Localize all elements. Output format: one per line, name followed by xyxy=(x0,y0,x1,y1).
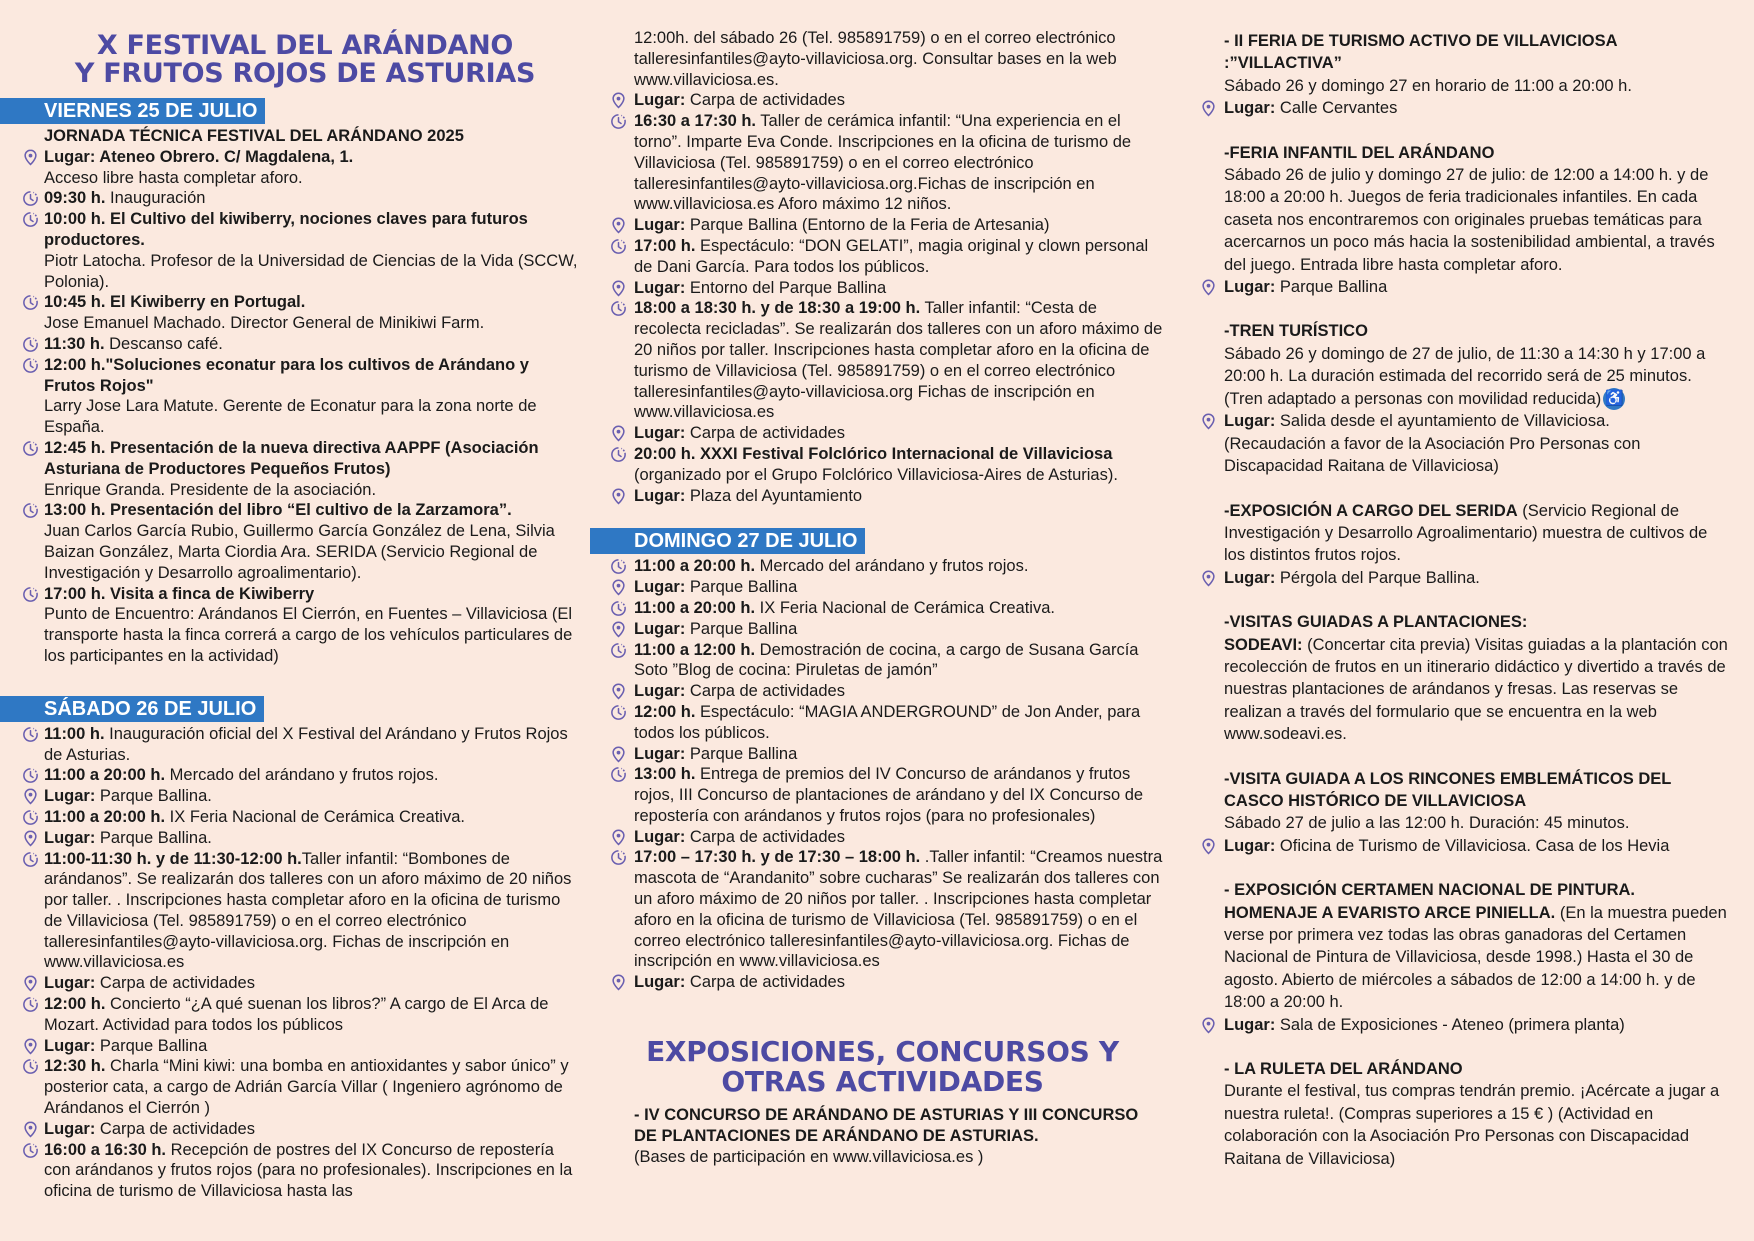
clock-icon xyxy=(610,300,627,317)
location-pin-icon xyxy=(1200,838,1217,855)
column-left xyxy=(0,0,580,1202)
program-item xyxy=(0,786,580,807)
clock-icon xyxy=(610,600,627,617)
program-item-time: Lugar: xyxy=(634,578,686,597)
clock-icon xyxy=(22,357,39,374)
clock-icon xyxy=(22,211,39,228)
program-item-time: 16:30 a 17:30 h. xyxy=(634,112,756,131)
program-item xyxy=(0,500,580,521)
location-pin-icon xyxy=(610,280,627,297)
activity-description xyxy=(1224,164,1728,276)
program-item-text: Piotr Latocha. Profesor de la Universidad de Ciencias de la Vida (SCCW, Polonia). xyxy=(44,251,578,291)
saturday-section xyxy=(0,696,580,1202)
wheelchair-icon: ♿ xyxy=(1603,388,1625,410)
location-text: Calle Cervantes xyxy=(1275,99,1398,118)
activity-title: - EXPOSICIÓN CERTAMEN NACIONAL DE PINTURA. HOMENAJE A EVARISTO ARCE PINIELLA. xyxy=(1224,881,1635,922)
clock-icon xyxy=(22,190,39,207)
location-pin-icon xyxy=(610,683,627,700)
location-pin-icon xyxy=(1200,570,1217,587)
program-item-text: Taller infantil: “Bombones de arándanos”. Se realizarán dos talleres con un aforo máximo de 20 niños por taller. . Inscripciones hasta completar aforo en la oficina de turismo de Villaviciosa (Tel. 985891759) o en el correo electrónico talleresinfantiles@ayto-villaviciosa.org. Fichas de inscripción en www.villaviciosa.es xyxy=(44,849,572,972)
program-item xyxy=(0,604,580,666)
program-item-time: Lugar: xyxy=(634,91,686,110)
program-item-text: Espectáculo: “MAGIA ANDERGROUND” de Jon Ander, para todos los públicos. xyxy=(634,702,1141,742)
column-middle xyxy=(590,0,1165,1167)
festival-title-line2: Y FRUTOS ROJOS DE ASTURIAS xyxy=(74,58,536,89)
program-item-text: Espectáculo: “DON GELATI”, magia original y clown personal de Dani García. Para todos los públicos. xyxy=(634,236,1149,276)
program-item-text: Parque Ballina xyxy=(685,578,798,597)
location-text: Pérgola del Parque Ballina. xyxy=(1275,568,1480,587)
location-label: Lugar: xyxy=(1224,278,1276,297)
program-item xyxy=(590,847,1165,972)
program-item-text: Concierto “¿A qué suenan los libros?” A cargo de El Arca de Mozart. Actividad para todos los públicos xyxy=(44,995,549,1034)
clock-icon xyxy=(22,1058,39,1075)
clock-icon xyxy=(610,558,627,575)
program-item-text: Parque Ballina xyxy=(685,619,798,638)
location-pin-icon xyxy=(610,217,627,234)
program-item xyxy=(590,702,1165,744)
program-item-text: Carpa de actividades xyxy=(685,827,845,846)
program-item-time: Lugar: xyxy=(44,974,96,993)
activity-block xyxy=(1188,30,1728,120)
program-item xyxy=(0,438,580,480)
clock-icon xyxy=(22,726,39,743)
activity-location xyxy=(1224,835,1728,857)
program-item-text: Parque Ballina xyxy=(685,744,798,763)
activity-block xyxy=(1188,142,1728,299)
location-text: Oficina de Turismo de Villaviciosa. Casa de los Hevia xyxy=(1275,836,1670,855)
program-item xyxy=(0,313,580,334)
location-pin-icon xyxy=(610,92,627,109)
program-item xyxy=(0,292,580,313)
exhibitions-title-line1: EXPOSICIONES, CONCURSOS Y xyxy=(646,1035,1119,1069)
program-item xyxy=(0,765,580,786)
program-item-time: 11:00 a 20:00 h. xyxy=(634,598,756,617)
contest-block xyxy=(590,1105,1165,1167)
activity-sub-text: (Concertar cita previa) Visitas guiadas a la plantación con recolección de frutos en un itinerario didáctico y divertido a través de nuestras plantaciones de arándanos y fresas. Las reservas se realizan a través del formulario que se encuentra en la web www.sodeavi.es. xyxy=(1224,635,1728,744)
saturday-list xyxy=(0,724,580,1202)
program-item-time: JORNADA TÉCNICA FESTIVAL DEL ARÁNDANO 2025 xyxy=(44,127,464,145)
program-item xyxy=(0,584,580,605)
program-item-time: 09:30 h. xyxy=(44,189,106,208)
location-pin-icon xyxy=(22,830,39,847)
activity-block xyxy=(1188,320,1728,477)
activity-block xyxy=(1188,611,1728,745)
program-item xyxy=(0,1056,580,1118)
program-item xyxy=(590,236,1165,278)
program-item-text: Enrique Granda. Presidente de la asociación. xyxy=(44,480,377,499)
spacer xyxy=(1188,120,1728,142)
activity-location xyxy=(1224,276,1728,298)
friday-heading: VIERNES 25 DE JULIO xyxy=(0,98,265,124)
program-item xyxy=(0,849,580,974)
program-item-time: 12:00 h."Soluciones econatur para los cultivos de Arándano y Frutos Rojos" xyxy=(44,355,529,395)
program-item xyxy=(0,828,580,849)
clock-icon xyxy=(610,642,627,659)
program-item xyxy=(0,251,580,293)
program-item xyxy=(0,1036,580,1057)
location-pin-icon xyxy=(610,425,627,442)
clock-icon xyxy=(610,704,627,721)
program-item-text: 12:00h. del sábado 26 (Tel. 985891759) o en el correo electrónico talleresinfantiles@ayto-villaviciosa.org. Consultar bases en la web www.villaviciosa.es. xyxy=(634,29,1117,89)
location-pin-icon xyxy=(22,1121,39,1138)
activity-description xyxy=(1224,75,1728,97)
activity-title: -EXPOSICIÓN A CARGO DEL SERIDA xyxy=(1224,501,1518,520)
clock-icon xyxy=(22,767,39,784)
program-item-time: 11:00-11:30 h. y de 11:30-12:00 h. xyxy=(44,849,302,868)
program-item-text: Mercado del arándano y frutos rojos. xyxy=(755,557,1029,576)
program-item-time: 11:00 a 20:00 h. xyxy=(44,766,166,785)
activity-heading xyxy=(1224,879,1728,1013)
location-pin-icon xyxy=(22,149,39,166)
clock-icon xyxy=(22,440,39,457)
program-item-text: Mercado del arándano y frutos rojos. xyxy=(165,766,439,785)
clock-icon xyxy=(610,113,627,130)
program-item-text: Recepción de postres del IX Concurso de repostería con arándanos y frutos rojos (para no profesionales). Inscripciones en la oficina de turismo de Villaviciosa hasta las xyxy=(44,1140,573,1201)
activity-text: (En la muestra pueden verse por primera vez todas las obras ganadoras del Certamen Nacional de Pintura de Villaviciosa, desde 1998.) Hasta el 30 de agosto. Abierto de miércoles a sábados de 12:00 a 14:00 h. y de 18:00 a 20:00 h. xyxy=(1224,903,1727,1012)
activity-block xyxy=(1188,768,1728,858)
program-item-text: Carpa de actividades xyxy=(95,974,255,993)
program-item-time: 11:00 a 20:00 h. xyxy=(44,807,166,826)
location-pin-icon xyxy=(610,974,627,991)
location-pin-icon xyxy=(1200,100,1217,117)
program-item xyxy=(0,355,580,397)
clock-icon xyxy=(22,586,39,603)
clock-icon xyxy=(610,446,627,463)
contest-note: (Bases de participación en www.villaviciosa.es ) xyxy=(634,1147,984,1166)
program-item xyxy=(0,188,580,209)
location-pin-icon xyxy=(1200,279,1217,296)
sunday-heading: DOMINGO 27 DE JULIO xyxy=(590,528,865,554)
program-item-text: Charla “Mini kiwi: una bomba en antioxidantes y sabor único” y posterior cata, a cargo de Adrián García Villar ( Ingeniero agrónomo de Arándanos el Cierrón ) xyxy=(44,1057,569,1118)
activity-text: Sábado 27 de julio a las 12:00 h. Duración: 45 minutos. xyxy=(1224,814,1630,833)
program-item xyxy=(590,640,1165,682)
activity-title: -FERIA INFANTIL DEL ARÁNDANO xyxy=(1224,143,1495,162)
activity-description xyxy=(1224,1080,1728,1170)
friday-list xyxy=(0,126,580,667)
location-text: Salida desde el ayuntamiento de Villaviciosa. xyxy=(1275,412,1610,431)
activity-location xyxy=(1224,97,1728,119)
program-item-time: Lugar: Ateneo Obrero. C/ Magdalena, 1. xyxy=(44,147,354,166)
program-item xyxy=(0,807,580,828)
program-item-time: 13:00 h. Presentación del libro “El cultivo de la Zarzamora”. xyxy=(44,501,512,520)
program-item-text: Juan Carlos García Rubio, Guillermo García González de Lena, Silvia Baizan González, Marta Ciordia Ara. SERIDA (Servicio Regional de Investigación y Desarrollo agroalimentario). xyxy=(44,522,555,582)
program-item-time: Lugar: xyxy=(44,1036,96,1055)
activity-heading xyxy=(1224,30,1728,75)
program-item xyxy=(0,209,580,251)
program-item xyxy=(0,334,580,355)
program-item xyxy=(590,556,1165,577)
spacer xyxy=(1188,298,1728,320)
program-item-time: 12:30 h. xyxy=(44,1057,106,1076)
sunday-list xyxy=(590,556,1165,993)
program-item xyxy=(0,1119,580,1140)
program-item xyxy=(590,111,1165,215)
activity-heading xyxy=(1224,768,1728,813)
activity-description xyxy=(1224,343,1728,410)
program-item-text: IX Feria Nacional de Cerámica Creativa. xyxy=(165,807,465,826)
program-item-text: IX Feria Nacional de Cerámica Creativa. xyxy=(755,598,1055,617)
program-item xyxy=(590,619,1165,640)
program-item-time: 18:00 a 18:30 h. y de 18:30 a 19:00 h. xyxy=(634,299,921,318)
program-item-time: Lugar: xyxy=(634,973,686,992)
location-pin-icon xyxy=(22,975,39,992)
program-item xyxy=(590,744,1165,765)
location-pin-icon xyxy=(1200,413,1217,430)
location-pin-icon xyxy=(22,1038,39,1055)
program-item xyxy=(590,90,1165,111)
location-label: Lugar: xyxy=(1224,836,1276,855)
program-item xyxy=(590,972,1165,993)
location-text: Sala de Exposiciones - Ateneo (primera planta) xyxy=(1275,1015,1625,1034)
program-item-time: 10:00 h. El Cultivo del kiwiberry, nociones claves para futuros productores. xyxy=(44,210,528,249)
program-item-time: Lugar: xyxy=(634,682,686,701)
festival-title xyxy=(0,32,580,88)
activity-location xyxy=(1224,567,1728,589)
program-item-text: Parque Ballina xyxy=(95,1036,208,1055)
program-item xyxy=(0,724,580,766)
program-item xyxy=(590,444,1165,486)
program-item-time: Lugar: xyxy=(44,1119,96,1138)
friday-section xyxy=(0,98,580,667)
program-item-time: 11:30 h. xyxy=(44,334,105,353)
program-item-time: 11:00 a 12:00 h. xyxy=(634,640,756,659)
activity-text: (Servicio Regional de Investigación y Desarrollo Agroalimentario) muestra de cultivos de los distintos frutos rojos. xyxy=(1224,501,1708,565)
activity-block xyxy=(1188,879,1728,1036)
clock-icon xyxy=(22,1142,39,1159)
program-item-text: Descanso café. xyxy=(104,334,223,353)
activity-text: Sábado 26 de julio y domingo 27 de julio: de 12:00 a 14:00 h. y de 18:00 a 20:00 h. Juegos de feria tradicionales infantiles. En cada caseta nos encontraremos con originales pruebas temáticas para acercarnos un poco más hacia la sostenibilidad ambiental, a través del juego. Entrada libre hasta completar aforo. xyxy=(1224,166,1715,274)
program-item-text: Entrega de premios del IV Concurso de arándanos y frutos rojos, III Concurso de plantaciones de arándano y del IX Concurso de repostería con arándanos y frutos rojos (para no profesionales) xyxy=(634,765,1144,825)
program-item-text: Punto de Encuentro: Arándanos El Cierrón, en Fuentes – Villaviciosa (El transporte hasta la finca correrá a cargo de los vehículos particulares de los participantes en la actividad) xyxy=(44,605,573,665)
program-item xyxy=(0,168,580,189)
activity-title: -VISITAS GUIADAS A PLANTACIONES: xyxy=(1224,613,1528,632)
program-item-time: 17:00 – 17:30 h. y de 17:30 – 18:00 h. xyxy=(634,848,921,867)
activity-heading xyxy=(1224,320,1728,342)
program-item-time: Lugar: xyxy=(634,486,686,505)
activity-description xyxy=(1224,812,1728,834)
program-item xyxy=(590,423,1165,444)
festival-title-line1: X FESTIVAL DEL ARÁNDANO xyxy=(96,30,514,61)
program-item xyxy=(0,147,580,168)
activity-location xyxy=(1224,1014,1728,1036)
program-item-text: Larry Jose Lara Matute. Gerente de Econatur para la zona norte de España. xyxy=(44,397,537,437)
program-item-text: Parque Ballina. xyxy=(95,828,212,847)
program-item-time: Lugar: xyxy=(44,787,96,806)
activity-note: (Recaudación a favor de la Asociación Pro Personas con Discapacidad Raitana de Villaviciosa) xyxy=(1224,434,1641,476)
program-item xyxy=(590,577,1165,598)
activity-location xyxy=(1224,410,1728,432)
clock-icon xyxy=(22,809,39,826)
clock-icon xyxy=(22,336,39,353)
location-label: Lugar: xyxy=(1224,568,1276,587)
location-text: Parque Ballina xyxy=(1275,278,1388,297)
program-item-time: 20:00 h. XXXI Festival Folclórico Internacional de Villaviciosa xyxy=(634,444,1113,463)
program-item-text: Plaza del Ayuntamiento xyxy=(685,486,863,505)
program-item-time: Lugar: xyxy=(634,827,686,846)
program-item-time: Lugar: xyxy=(634,424,686,443)
program-item-time: 17:00 h. xyxy=(634,236,696,255)
activity-title: -TREN TURÍSTICO xyxy=(1224,322,1368,341)
program-item-text: Carpa de actividades xyxy=(685,682,845,701)
program-item-time: 11:00 h. xyxy=(44,724,105,743)
activity-sub xyxy=(1224,634,1728,746)
activity-heading xyxy=(1224,611,1728,633)
program-item xyxy=(0,396,580,438)
location-pin-icon xyxy=(1200,1017,1217,1034)
spacer xyxy=(1188,746,1728,768)
program-item-text: Taller infantil: “Cesta de recolecta recicladas”. Se realizarán dos talleres con un aforo máximo de 20 niños por taller. Inscripciones hasta completar aforo en la oficina de turismo de Villaviciosa (Tel. 985891759) o en el correo electrónico talleresinfantiles@ayto-villaviciosa.org Fichas de inscripción en www.villaviciosa.es xyxy=(634,299,1163,422)
activity-block xyxy=(1188,500,1728,590)
program-item-text: Carpa de actividades xyxy=(685,424,845,443)
program-item xyxy=(0,1140,580,1202)
program-item-time: Lugar: xyxy=(634,216,686,235)
program-item-text: Entorno del Parque Ballina xyxy=(685,278,887,297)
activity-heading xyxy=(1224,142,1728,164)
clock-icon xyxy=(610,766,627,783)
program-item-time: 13:00 h. xyxy=(634,765,696,784)
program-item-text: Demostración de cocina, a cargo de Susana García Soto ”Blog de cocina: Piruletas de jamón” xyxy=(634,640,1139,680)
program-item-text: Acceso libre hasta completar aforo. xyxy=(44,168,303,187)
program-item-text: .Taller infantil: “Creamos nuestra mascota de “Arandanito” sobre cucharas” Se realizarán dos talleres con un aforo máximo de 20 niños por taller. . Inscripciones hasta completar aforo en la oficina de turismo de Villaviciosa (Tel. 985891759) o en el correo electrónico talleresinfantiles@ayto-villaviciosa.org. Fichas de inscripción en www.villaviciosa.es xyxy=(634,848,1163,971)
spacer xyxy=(1188,589,1728,611)
activity-title: -VISITA GUIADA A LOS RINCONES EMBLEMÁTICOS DEL CASCO HISTÓRICO DE VILLAVICIOSA xyxy=(1224,769,1672,811)
activity-text: Sábado 26 y domingo de 27 de julio, de 11:30 a 14:30 h y 17:00 a 20:00 h. La duración estimada del recorrido será de 25 minutos. (Tren adaptado a personas con movilidad reducida) xyxy=(1224,344,1706,408)
location-label: Lugar: xyxy=(1224,99,1276,118)
program-item-text: Inauguración xyxy=(105,189,206,208)
location-pin-icon xyxy=(22,788,39,805)
program-item-text: Carpa de actividades xyxy=(95,1119,255,1138)
activity-text: Sábado 26 y domingo 27 en horario de 11:00 a 20:00 h. xyxy=(1224,76,1632,95)
program-item xyxy=(0,521,580,583)
clock-icon xyxy=(22,502,39,519)
activity-heading xyxy=(1224,500,1728,567)
program-item-time: 16:00 a 16:30 h. xyxy=(44,1140,166,1159)
activity-text: Durante el festival, tus compras tendrán premio. ¡Acércate a jugar a nuestra ruleta!. (Compras superiores a 15 € ) (Actividad en colaboración con la Asociación Pro Personas con Discapacidad Raitana de Villaviciosa) xyxy=(1224,1082,1720,1168)
program-item xyxy=(590,681,1165,702)
spacer xyxy=(1188,1036,1728,1058)
clock-icon xyxy=(22,294,39,311)
location-pin-icon xyxy=(610,746,627,763)
location-label: Lugar: xyxy=(1224,412,1276,431)
program-item-text: Parque Ballina. xyxy=(95,787,212,806)
program-item-text: Taller de cerámica infantil: “Una experiencia en el torno”. Imparte Eva Conde. Inscripciones en la oficina de turismo de Villaviciosa (Tel. 985891759) o en el correo electrónico talleresinfantiles@ayto-villaviciosa.org.Fichas de inscripción en www.villaviciosa.es Aforo máximo 12 niños. xyxy=(634,112,1132,214)
location-pin-icon xyxy=(610,488,627,505)
program-item xyxy=(590,827,1165,848)
spacer xyxy=(1188,857,1728,879)
exhibitions-title-line2: OTRAS ACTIVIDADES xyxy=(721,1065,1044,1099)
activity-title: - LA RULETA DEL ARÁNDANO xyxy=(1224,1060,1463,1079)
program-item-time: 11:00 a 20:00 h. xyxy=(634,557,756,576)
location-pin-icon xyxy=(610,829,627,846)
program-item-text: Parque Ballina (Entorno de la Feria de Artesania) xyxy=(685,216,1050,235)
clock-icon xyxy=(22,996,39,1013)
activity-sub-title: SODEAVI: xyxy=(1224,635,1303,654)
program-item xyxy=(0,126,580,147)
program-item-text: Carpa de actividades xyxy=(685,973,845,992)
program-item-text: (organizado por el Grupo Folclórico Villaviciosa-Aires de Asturias). xyxy=(634,465,1118,484)
location-label: Lugar: xyxy=(1224,1015,1276,1034)
location-pin-icon xyxy=(610,579,627,596)
saturday-continued-list xyxy=(590,28,1165,506)
program-item-time: Lugar: xyxy=(44,828,96,847)
clock-icon xyxy=(610,849,627,866)
location-pin-icon xyxy=(610,621,627,638)
exhibitions-title xyxy=(590,1037,1165,1097)
activity-title: - II FERIA DE TURISMO ACTIVO DE VILLAVICIOSA :”VILLACTIVA” xyxy=(1224,32,1617,73)
program-item-time: Lugar: xyxy=(634,744,686,763)
program-item xyxy=(590,598,1165,619)
clock-icon xyxy=(610,238,627,255)
activity-block xyxy=(1188,1058,1728,1170)
activity-heading xyxy=(1224,1058,1728,1080)
saturday-heading: SÁBADO 26 DE JULIO xyxy=(0,696,264,722)
program-item xyxy=(590,764,1165,826)
program-item xyxy=(590,486,1165,507)
spacer xyxy=(1188,478,1728,500)
contest-title: - IV CONCURSO DE ARÁNDANO DE ASTURIAS Y III CONCURSO DE PLANTACIONES DE ARÁNDANO DE ASTURIAS. xyxy=(634,1106,1139,1145)
program-item-text: Jose Emanuel Machado. Director General de Minikiwi Farm. xyxy=(44,314,485,333)
program-item xyxy=(0,480,580,501)
program-item-text: Carpa de actividades xyxy=(685,91,845,110)
program-item-time: Lugar: xyxy=(634,278,686,297)
program-item-time: 12:00 h. xyxy=(634,702,696,721)
program-item xyxy=(590,298,1165,423)
program-item xyxy=(590,278,1165,299)
program-item-time: 12:45 h. Presentación de la nueva directiva AAPPF (Asociación Asturiana de Productores Pequeños Frutos) xyxy=(44,438,539,478)
program-item-text: Inauguración oficial del X Festival del Arándano y Frutos Rojos de Asturias. xyxy=(44,724,568,764)
program-item xyxy=(0,994,580,1036)
program-item xyxy=(590,215,1165,236)
program-item xyxy=(0,973,580,994)
program-item-time: Lugar: xyxy=(634,619,686,638)
column-right xyxy=(1188,0,1728,1170)
program-item-time: 10:45 h. El Kiwiberry en Portugal. xyxy=(44,293,306,312)
clock-icon xyxy=(22,851,39,868)
sunday-section xyxy=(590,528,1165,993)
program-item-time: 17:00 h. Visita a finca de Kiwiberry xyxy=(44,584,315,603)
program-item xyxy=(590,28,1165,90)
program-item-time: 12:00 h. xyxy=(44,995,106,1014)
